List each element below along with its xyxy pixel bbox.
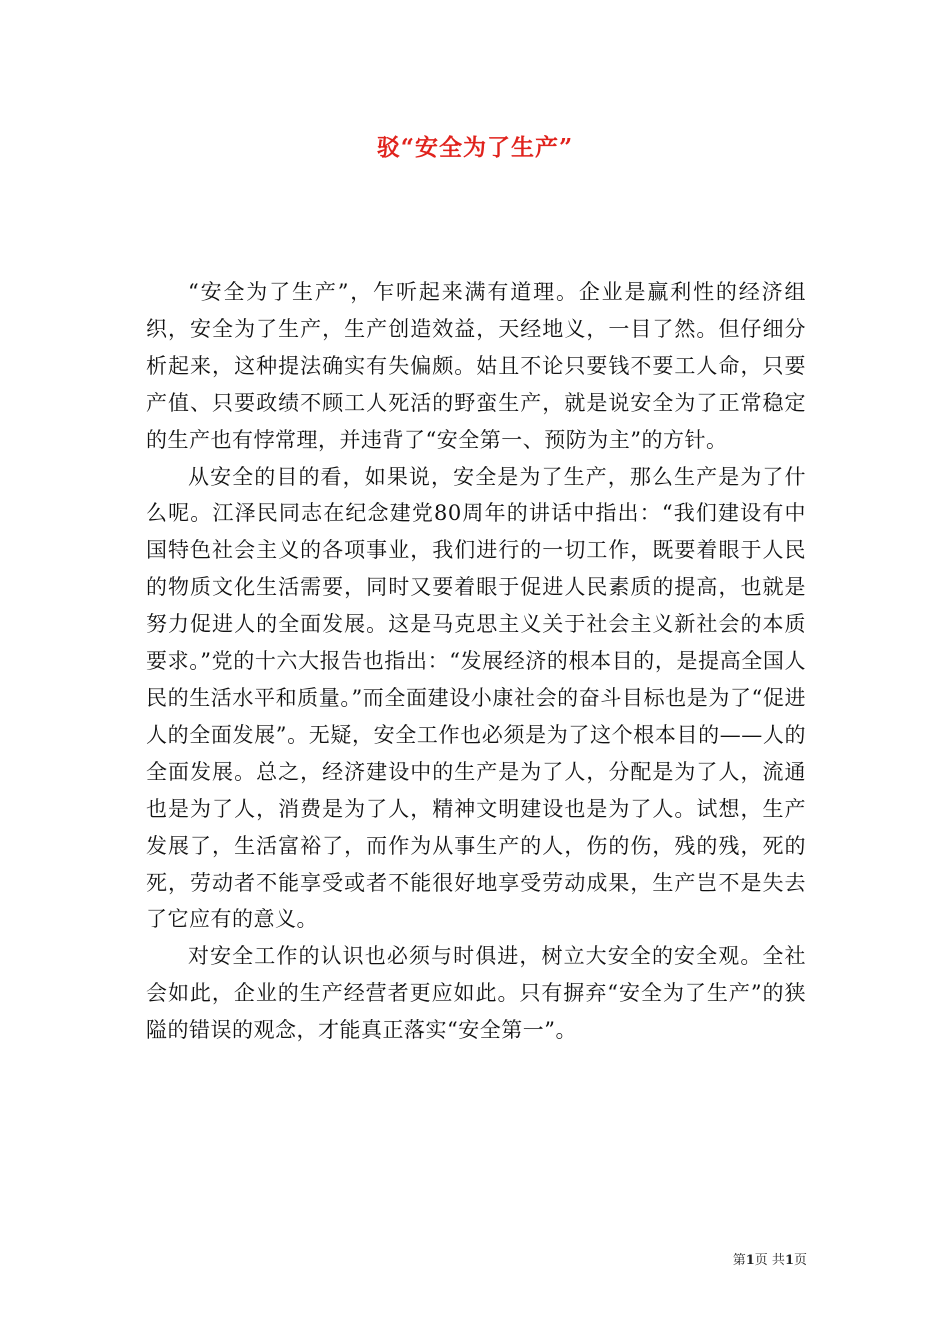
page-number-footer (733, 1252, 807, 1270)
paragraph-2: 从安全的目的看，如果说，安全是为了生产，那么生产是为了什么呢。江泽民同志在纪念建党80周年的讲话中指出：“我们建设有中国特色社会主义的各项事业，我们进行的一切工作，既要着眼于人民的物质文化生活需要，同时又要着眼于促进人民素质的提高，也就是努力促进人的全面发展。这是马克思主义关于社会主义新社会的本质要求。”党的十六大报告也指出：“发展经济的根本目的，是提高全国人民的生活水平和质量。”而全面建设小康社会的奋斗目标也是为了“促进人的全面发展”。无疑，安全工作也必须是为了这个根本目的——人的全面发展。总之，经济建设中的生产是为了人，分配是为了人，流通也是为了人，消费是为了人，精神文明建设也是为了人。试想，生产发展了，生活富裕了，而作为从事生产的人，伤的伤，残的残，死的死，劳动者不能享受或者不能很好地享受劳动成果，生产岂不是失去了它应有的意义。 (146, 464, 806, 932)
page-prefix: 第 (732, 1253, 746, 1268)
page-middle: 页 共 (754, 1253, 785, 1268)
paragraph-3: 对安全工作的认识也必须与时俱进，树立大安全的安全观。全社会如此，企业的生产经营者更应如此。只有摒弃“安全为了生产”的狭隘的错误的观念，才能真正落实“安全第一”。 (146, 944, 806, 1043)
total-pages-number: 1 (784, 1253, 794, 1268)
page-suffix: 页 (793, 1253, 807, 1268)
document-title: 驳“安全为了生产” (376, 134, 574, 161)
paragraph-1: “安全为了生产”，乍听起来满有道理。企业是赢利性的经济组织，安全为了生产，生产创造效益，天经地义，一目了然。但仔细分析起来，这种提法确实有失偏颇。姑且不论只要钱不要工人命，只要产值、只要政绩不顾工人死活的野蛮生产，就是说安全为了正常稳定的生产也有悖常理，并违背了“安全第一、预防为主”的方针。 (146, 280, 806, 452)
document-body (146, 274, 806, 1049)
current-page-number: 1 (745, 1253, 755, 1268)
